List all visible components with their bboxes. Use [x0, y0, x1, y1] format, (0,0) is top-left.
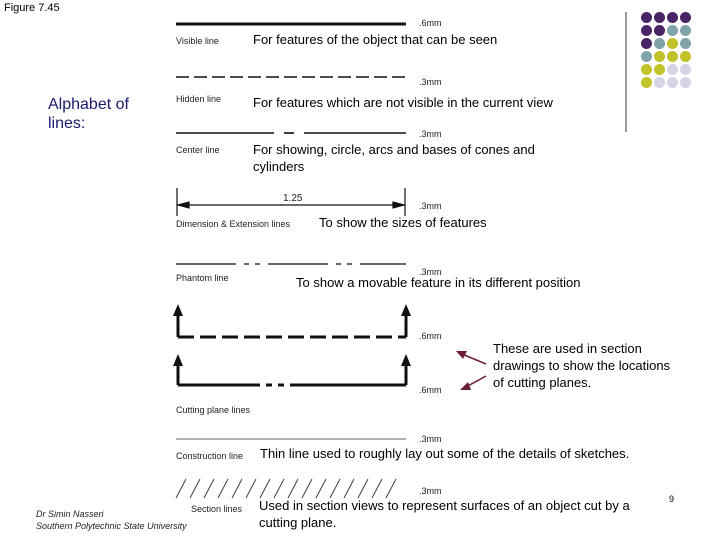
decorative-dot: [641, 25, 652, 36]
desc-cutting-plane: These are used in section drawings to show the locations of cutting planes.: [493, 341, 671, 390]
decorative-dot: [680, 64, 691, 75]
decorative-dot: [641, 38, 652, 49]
decorative-dot: [667, 38, 678, 49]
decorative-dot: [641, 64, 652, 75]
thickness-visible: .6mm: [419, 18, 442, 28]
decorative-dot: [654, 25, 665, 36]
line-name-center: Center line: [176, 145, 220, 155]
desc-section: Used in section views to represent surfaces of an object cut by a cutting plane.: [259, 498, 630, 530]
line-name-construction: Construction line: [176, 451, 244, 461]
author-name: Dr Simin Nasseri: [36, 509, 104, 519]
line-name-hidden: Hidden line: [176, 94, 222, 104]
pointer-arrows: [456, 351, 486, 390]
decorative-dot: [667, 25, 678, 36]
line-name-section: Section lines: [191, 504, 243, 514]
thickness-section: .3mm: [419, 486, 442, 496]
desc-hidden: For features which are not visible in the current view: [253, 95, 553, 110]
thickness-cutting-plane-1: .6mm: [419, 331, 442, 341]
line-name-dimension: Dimension & Extension lines: [176, 219, 291, 229]
decorative-dot: [680, 12, 691, 23]
desc-visible: For features of the object that can be seen: [253, 32, 498, 47]
heading: Alphabet of lines:: [48, 96, 129, 132]
thickness-center: .3mm: [419, 129, 442, 139]
figure-label: Figure 7.45: [4, 2, 60, 14]
decorative-dot: [654, 64, 665, 75]
decorative-dot: [680, 51, 691, 62]
author-affiliation: Southern Polytechnic State University: [36, 521, 187, 531]
dimension-value: 1.25: [283, 193, 303, 204]
thickness-hidden: .3mm: [419, 77, 442, 87]
thickness-cutting-plane-2: .6mm: [419, 385, 442, 395]
decorative-dot: [654, 77, 665, 88]
thickness-phantom: .3mm: [419, 267, 442, 277]
desc-dimension: To show the sizes of features: [319, 215, 487, 230]
decorative-dot: [667, 51, 678, 62]
decorative-dot: [667, 77, 678, 88]
line-name-visible: Visible line: [176, 36, 219, 46]
decorative-dot: [667, 12, 678, 23]
desc-construction: Thin line used to roughly lay out some of the details of sketches.: [260, 446, 630, 461]
decorative-dot: [680, 38, 691, 49]
decorative-dot: [641, 12, 652, 23]
thickness-construction: .3mm: [419, 434, 442, 444]
decorative-dot: [654, 38, 665, 49]
thickness-dimension: .3mm: [419, 201, 442, 211]
page-number: 9: [669, 494, 675, 504]
decorative-dot: [667, 64, 678, 75]
author-block: [36, 508, 187, 532]
decorative-dot: [680, 25, 691, 36]
line-name-cutting-plane: Cutting plane lines: [176, 405, 251, 415]
desc-phantom: To show a movable feature in its different position: [296, 275, 581, 290]
decorative-dot: [654, 51, 665, 62]
section-lines-sample: [176, 479, 396, 498]
cutting-plane-line-2: [173, 354, 411, 385]
cutting-plane-line-1: [173, 304, 411, 337]
desc-center: For showing, circle, arcs and bases of cones and cylinders: [253, 142, 535, 174]
line-name-phantom: Phantom line: [176, 273, 229, 283]
decorative-dot: [680, 77, 691, 88]
decorative-dot: [641, 51, 652, 62]
decorative-dot: [654, 12, 665, 23]
decorative-dot: [641, 77, 652, 88]
